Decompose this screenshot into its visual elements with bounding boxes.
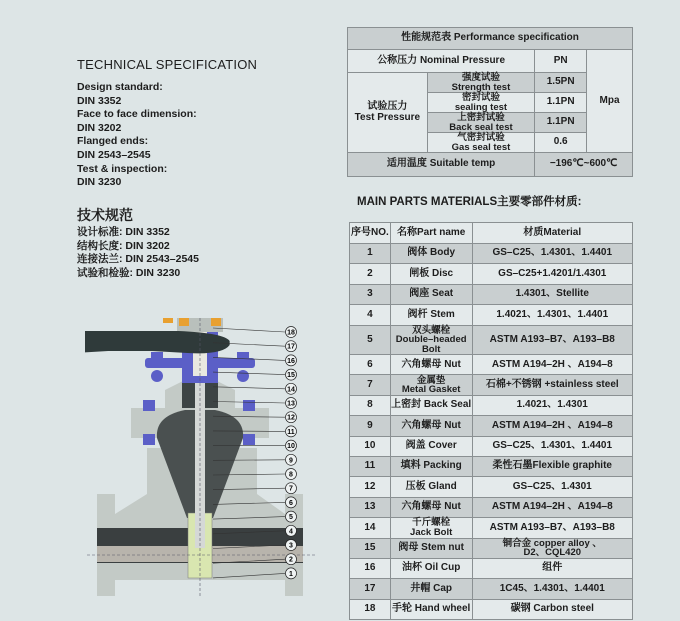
- table-row: [350, 284, 633, 304]
- part-material: 1C45、1.4301、1.4401: [472, 579, 632, 599]
- part-name: 上密封 Back Seal: [390, 395, 472, 415]
- table-row: [350, 244, 633, 264]
- table-row: [350, 325, 633, 355]
- callout-number: 17: [287, 343, 295, 351]
- spec-cn-line: 结构长度: DIN 3202: [77, 239, 170, 252]
- part-name: 阀母 Stem nut: [390, 538, 472, 558]
- tech-spec-title: TECHNICAL SPECIFICATION: [77, 57, 258, 72]
- part-material: ASTM A194–2H 、A194–8: [472, 355, 632, 375]
- callout-number: 12: [287, 414, 295, 422]
- part-material: ASTM A194–2H 、A194–8: [472, 416, 632, 436]
- part-name: 闸板 Disc: [390, 264, 472, 284]
- table-row: [350, 305, 633, 325]
- part-no: 11: [350, 457, 391, 477]
- part-no: 5: [350, 325, 391, 355]
- test-name: 气密封试验 Gas seal test: [427, 133, 534, 153]
- callout-number: 3: [289, 542, 293, 550]
- tech-spec-cn-list: [77, 226, 199, 280]
- table-row: [350, 457, 633, 477]
- table-row: [350, 375, 633, 395]
- spec-line: DIN 2543–2545: [77, 148, 151, 161]
- callout-18: [213, 327, 297, 338]
- spec-cn-line: 设计标准: DIN 3352: [77, 226, 170, 238]
- test-value: 1.5PN: [535, 73, 587, 93]
- part-no: 12: [350, 477, 391, 497]
- spec-line: DIN 3230: [77, 176, 122, 189]
- test-name: 密封试验 sealing test: [427, 93, 534, 113]
- table-row: [350, 416, 633, 436]
- part-material: ASTM A193–B7、A193–B8: [472, 325, 632, 355]
- table-row: [350, 538, 633, 558]
- test-pressure-en: Test Pressure: [354, 111, 421, 123]
- table-row: [350, 599, 633, 619]
- nominal-pressure-label: 公称压力 Nominal Pressure: [348, 50, 535, 73]
- callout-number: 15: [287, 372, 295, 380]
- test-pressure-cn: 试验压力: [367, 101, 408, 112]
- part-material: ASTM A194–2H 、A194–8: [472, 497, 632, 517]
- part-material: 石棉+不锈钢 +stainless steel: [472, 375, 632, 395]
- part-material: 碳钢 Carbon steel: [472, 599, 632, 619]
- part-material: 柔性石墨Flexible graphite: [472, 457, 632, 477]
- spec-line: Design standard:: [77, 81, 163, 93]
- test-value: 1.1PN: [535, 93, 587, 113]
- part-name: 六角螺母 Nut: [390, 355, 472, 375]
- callout-number: 4: [289, 528, 293, 536]
- spec-line: Test & inspection:: [77, 162, 168, 175]
- part-name: 油杯 Oil Cup: [390, 558, 472, 578]
- part-no: 16: [350, 558, 391, 578]
- part-no: 8: [350, 395, 391, 415]
- part-name: 阀座 Seat: [390, 284, 472, 304]
- part-material: 1.4021、1.4301、1.4401: [472, 305, 632, 325]
- table-row: [350, 264, 633, 284]
- temp-value: −196℃~600℃: [535, 153, 633, 177]
- part-no: 3: [350, 284, 391, 304]
- table-row: [350, 477, 633, 497]
- part-material: ASTM A193–B7、A193–B8: [472, 518, 632, 538]
- test-name: 强度试验 Strength test: [427, 73, 534, 93]
- callout-number: 13: [287, 400, 295, 408]
- callout-number: 6: [289, 499, 293, 507]
- callout-number: 9: [289, 457, 293, 465]
- part-name: 填料 Packing: [390, 457, 472, 477]
- test-pressure-label: [348, 73, 428, 153]
- part-material: GS–C25、1.4301: [472, 477, 632, 497]
- callout-number: 18: [287, 329, 295, 337]
- part-name: 阀杆 Stem: [390, 305, 472, 325]
- unit-cell: Mpa: [587, 50, 633, 153]
- parts-heading: MAIN PARTS MATERIALS主要零部件材质:: [357, 196, 582, 208]
- test-value: 0.6: [535, 133, 587, 153]
- col-header-name: 名称Part name: [390, 223, 472, 244]
- part-material: 1.4021、1.4301: [472, 395, 632, 415]
- temp-label: 适用温度 Suitable temp: [348, 153, 535, 177]
- part-name: 压板 Gland: [390, 477, 472, 497]
- part-material: 组件: [472, 558, 632, 578]
- part-name: 金属垫 Metal Gasket: [390, 375, 472, 395]
- tech-spec-cn-title: 技术规范: [77, 207, 133, 223]
- spec-cn-line: 连接法兰: DIN 2543–2545: [77, 253, 199, 266]
- callout-number: 16: [287, 357, 295, 365]
- part-name: 千斤螺栓 Jack Bolt: [390, 518, 472, 538]
- tech-spec-list: [77, 81, 197, 190]
- part-name: 六角螺母 Nut: [390, 416, 472, 436]
- yoke-packing: [163, 318, 223, 332]
- spec-cn-line: 试验和检验: DIN 3230: [77, 266, 181, 279]
- col-header-material: 材质Material: [472, 223, 632, 244]
- part-name: 手轮 Hand wheel: [390, 599, 472, 619]
- callout-number: 1: [289, 570, 293, 578]
- handwheel: [85, 331, 230, 353]
- callout-15: [213, 369, 297, 380]
- callout-number: 14: [287, 386, 295, 394]
- table-row: [350, 518, 633, 538]
- part-no: 2: [350, 264, 391, 284]
- col-header-no: 序号NO.: [350, 223, 391, 244]
- part-no: 9: [350, 416, 391, 436]
- part-name: 阀体 Body: [390, 244, 472, 264]
- part-no: 4: [350, 305, 391, 325]
- part-name: 双头螺栓 Double–headed Bolt: [390, 325, 472, 355]
- callout-number: 5: [289, 514, 293, 522]
- part-material: GS–C25、1.4301、1.4401: [472, 244, 632, 264]
- table-row: [350, 395, 633, 415]
- part-no: 17: [350, 579, 391, 599]
- gate-valve-diagram: [85, 318, 315, 598]
- part-name: 阀盖 Cover: [390, 436, 472, 456]
- spec-line: Face to face dimension:: [77, 108, 197, 121]
- part-material: 铜合金 copper alloy 、 D2、CQL420: [472, 538, 632, 558]
- performance-table: [347, 27, 633, 177]
- table-row: [350, 579, 633, 599]
- callout-number: 2: [289, 556, 293, 564]
- part-no: 10: [350, 436, 391, 456]
- performance-title: 性能规范表 Performance specification: [348, 28, 633, 50]
- part-name: 井帽 Cap: [390, 579, 472, 599]
- part-material: 1.4301、Stellite: [472, 284, 632, 304]
- part-no: 18: [350, 599, 391, 619]
- table-row: [350, 436, 633, 456]
- test-value: 1.1PN: [535, 113, 587, 133]
- callout-number: 7: [289, 485, 293, 493]
- part-material: GS–C25、1.4301、1.4401: [472, 436, 632, 456]
- part-no: 13: [350, 497, 391, 517]
- part-no: 7: [350, 375, 391, 395]
- table-row: [350, 497, 633, 517]
- part-name: 六角螺母 Nut: [390, 497, 472, 517]
- part-no: 6: [350, 355, 391, 375]
- callout-number: 8: [289, 471, 293, 479]
- part-no: 15: [350, 538, 391, 558]
- spec-line: DIN 3352: [77, 94, 122, 107]
- spec-line: DIN 3202: [77, 121, 122, 134]
- spec-line: Flanged ends:: [77, 135, 149, 148]
- part-no: 1: [350, 244, 391, 264]
- parts-table: [349, 222, 633, 620]
- part-no: 14: [350, 518, 391, 538]
- nominal-pressure-value: PN: [535, 50, 587, 73]
- table-row: [350, 355, 633, 375]
- part-material: GS–C25+1.4201/1.4301: [472, 264, 632, 284]
- callout-number: 10: [287, 443, 295, 451]
- test-name: 上密封试验 Back seal test: [427, 113, 534, 133]
- table-row: [350, 558, 633, 578]
- callout-number: 11: [287, 428, 295, 436]
